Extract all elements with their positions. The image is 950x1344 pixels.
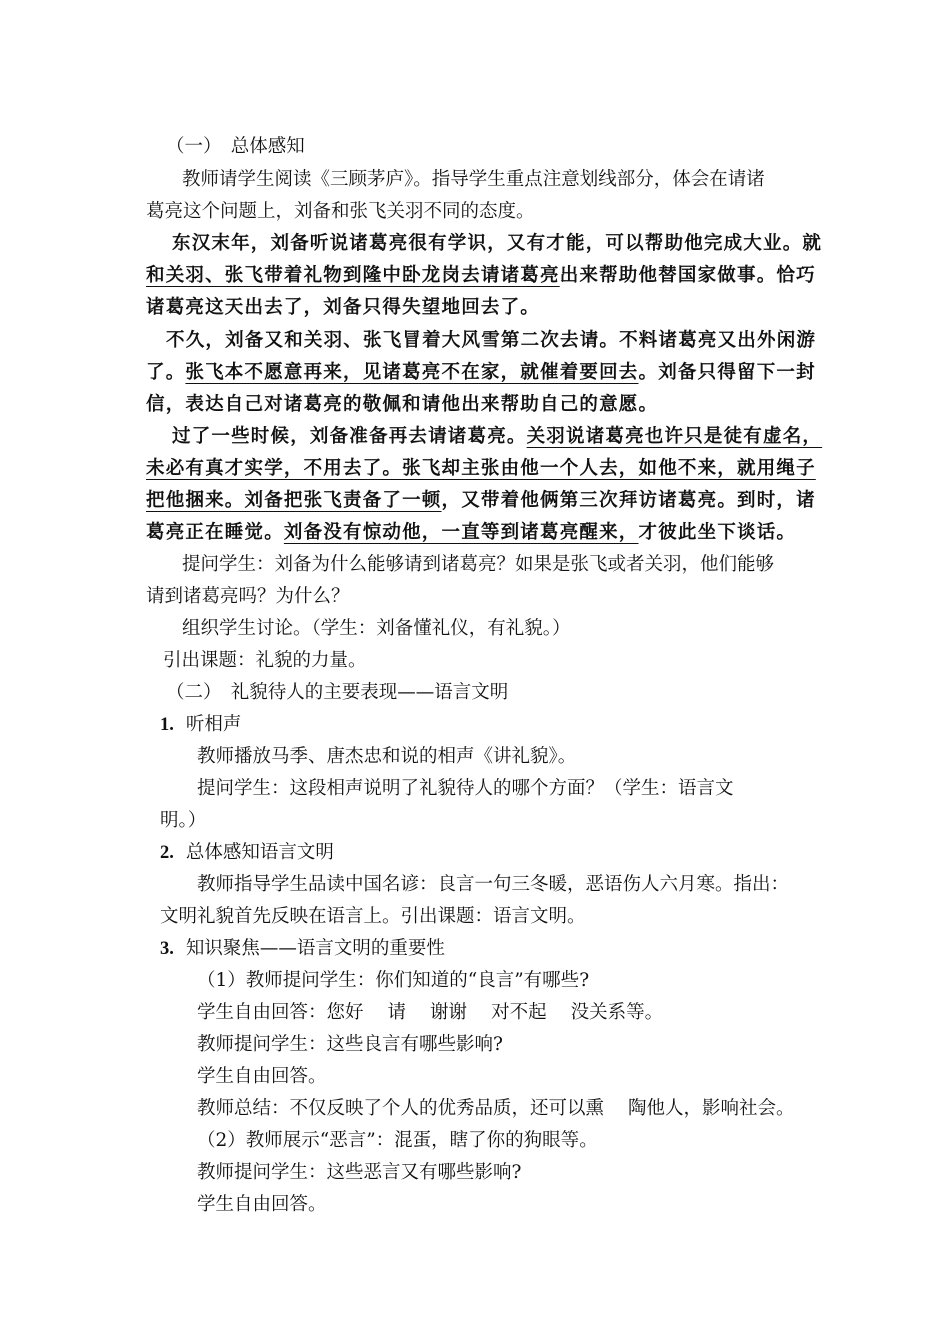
item-1-line-1: 教师播放马季、唐杰忠和说的相声《讲礼貌》。 — [197, 746, 577, 767]
item-2-title: 2. 总体感知语言文明 — [160, 842, 334, 863]
story-p2-line-3: 信，表达自己对诸葛亮的敬佩和请他出来帮助自己的意愿。 — [146, 394, 659, 415]
item-1-line-3: 明。） — [160, 810, 207, 831]
intro-line-2: 葛亮这个问题上，刘备和张飞关羽不同的态度。 — [146, 201, 535, 222]
discussion-line: 组织学生讨论。（学生：刘备懂礼仪，有礼貌。） — [182, 618, 571, 639]
item-1-title: 1. 听相声 — [160, 714, 242, 735]
item-3-free-answer: 学生自由回答。 — [197, 1066, 327, 1087]
underlined-passage: 关羽说诸葛亮也许只是徒有虚名， — [526, 426, 823, 447]
intro-line-1: 教师请学生阅读《三顾茅庐》。指导学生重点注意划线部分，体会在请诸 — [182, 169, 765, 190]
underlined-passage: 把他捆来。刘备把张飞责备了一顿 — [146, 490, 442, 511]
item-3-question-1: （1）教师提问学生：你们知道的“良言”有哪些? — [197, 970, 590, 991]
story-p3-line-2: 未必有真才实学，不用去了。张飞却主张由他一个人去，如他不来，就用绳子 — [146, 458, 816, 479]
story-p3-line-4: 葛亮正在睡觉。刘备没有惊动他，一直等到诸葛亮醒来，才彼此坐下谈话。 — [146, 522, 797, 543]
item-3-summary: 教师总结：不仅反映了个人的优秀品质，还可以熏 陶他人，影响社会。 — [197, 1098, 795, 1119]
item-3-question-2: 教师提问学生：这些良言有哪些影响? — [197, 1034, 503, 1055]
story-p3-line-3: 把他捆来。刘备把张飞责备了一顿，又带着他俩第三次拜访诸葛亮。到时，诸 — [146, 490, 816, 511]
item-1-line-2: 提问学生：这段相声说明了礼貌待人的哪个方面？（学生：语言文 — [197, 778, 734, 799]
section-2-heading: （二） 礼貌待人的主要表现——语言文明 — [166, 682, 509, 703]
topic-line: 引出课题：礼貌的力量。 — [163, 650, 367, 671]
item-3-free-answer-2: 学生自由回答。 — [197, 1194, 327, 1215]
item-2-line-2: 文明礼貌首先反映在语言上。引出课题：语言文明。 — [160, 906, 586, 927]
item-3-show: （2）教师展示“恶言”：混蛋，瞎了你的狗眼等。 — [197, 1130, 598, 1151]
story-p2-line-1: 不久，刘备又和关羽、张飞冒着大风雪第二次去请。不料诸葛亮又出外闲游 — [166, 330, 817, 351]
underlined-passage: 和关羽、张飞带着礼物到隆中卧龙岗去请诸葛亮 — [146, 265, 560, 286]
question-line-2: 请到诸葛亮吗？为什么？ — [146, 586, 350, 607]
story-p3-line-1: 过了一些时候，刘备准备再去请诸葛亮。关羽说诸葛亮也许只是徒有虚名， — [172, 426, 823, 447]
item-3-answer-words: 学生自由回答：您好 请 谢谢 对不起 没关系等。 — [197, 1002, 664, 1023]
story-p1-line-2: 和关羽、张飞带着礼物到隆中卧龙岗去请诸葛亮出来帮助他替国家做事。恰巧 — [146, 265, 816, 286]
question-line-1: 提问学生：刘备为什么能够请到诸葛亮？如果是张飞或者关羽，他们能够 — [182, 554, 775, 575]
story-p2-line-2: 了。张飞本不愿意再来，见诸葛亮不在家，就催着要回去。刘备只得留下一封 — [146, 362, 816, 383]
underlined-passage: 张飞本不愿意再来，见诸葛亮不在家，就催着要回去 — [185, 362, 639, 383]
item-3-title: 3. 知识聚焦——语言文明的重要性 — [160, 938, 445, 959]
item-2-line-1: 教师指导学生品读中国名谚：良言一句三冬暖，恶语伤人六月寒。指出： — [197, 874, 790, 895]
story-p1-line-3: 诸葛亮这天出去了，刘备只得失望地回去了。 — [146, 297, 541, 318]
story-p1-line-1: 东汉末年，刘备听说诸葛亮很有学识，又有才能，可以帮助他完成大业。就 — [172, 233, 823, 254]
underlined-passage: 刘备没有惊动他，一直等到诸葛亮醒来， — [283, 522, 639, 543]
item-3-question-3: 教师提问学生：这些恶言又有哪些影响? — [197, 1162, 522, 1183]
section-1-heading: （一） 总体感知 — [166, 136, 305, 157]
